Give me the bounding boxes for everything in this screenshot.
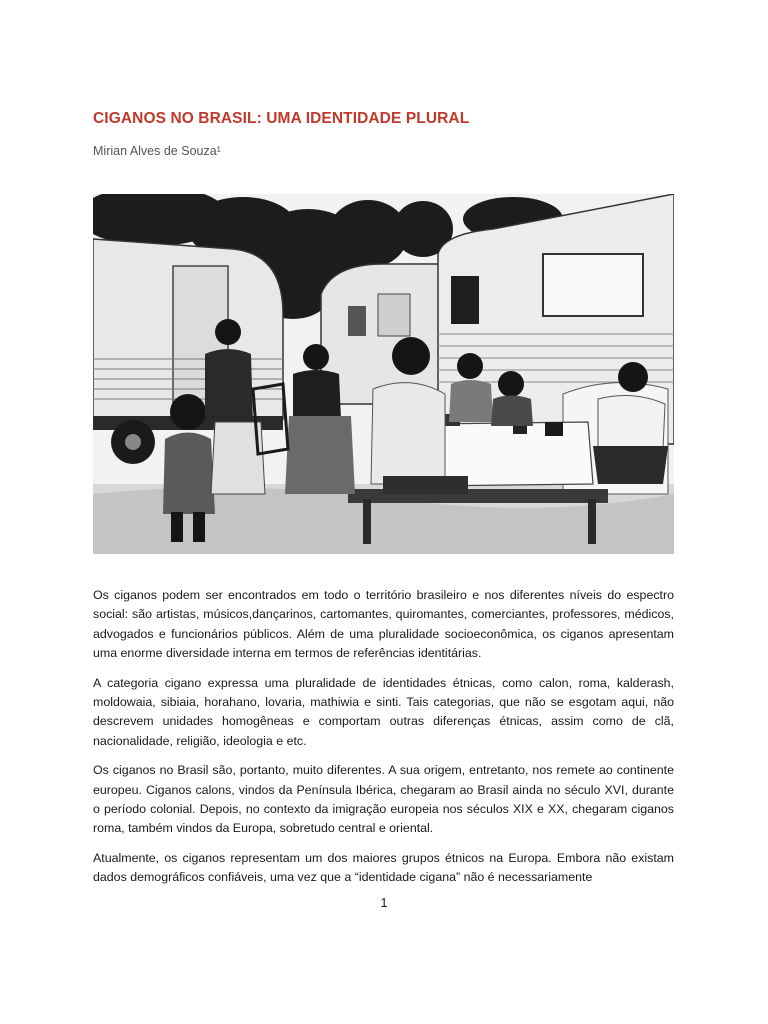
article-body: [93, 586, 674, 898]
camp-photo: [93, 194, 674, 554]
camp-photo-drawing: [93, 194, 674, 554]
paragraph-2: A categoria cigano expressa uma pluralidade de identidades étnicas, como calon, roma, kalderash, moldowaia, sibiaia, horahano, lovaria, mathiwia e sinti. Tais categorias, que não se esgotam aqui, não descrevem unidades homogêneas e comportam outras diferenças étnicas, assim como de clã, nacionalidade, religião, ideologia e etc.: [93, 675, 674, 748]
middle-caravan: [321, 264, 453, 404]
author-name: Mirian Alves de Souza¹: [93, 144, 221, 158]
paragraph-1: Os ciganos podem ser encontrados em todo o território brasileiro e nos diferentes níveis do espectro social: são artistas, músicos,dançarinos, cartomantes, quiromantes, comerciantes, professores, médicos, advogados e funcionários públicos. Além de uma pluralidade socioeconômica, os ciganos apresentam uma enorme diversidade interna em termos de referências identitárias.: [93, 588, 674, 661]
paragraph-3: Os ciganos no Brasil são, portanto, muito diferentes. A sua origem, entretanto, nos remete ao continente europeu. Ciganos calons, vindos da Península Ibérica, chegaram ao Brasil ainda no século XVI, durante o período colonial. Depois, no contexto da imigração europeia nos séculos XIX e XX, chegaram ciganos roma, também vindos da Europa, sobretudo central e oriental.: [93, 763, 674, 836]
page-number: 1: [380, 896, 388, 910]
paragraph-4: Atualmente, os ciganos representam um dos maiores grupos étnicos na Europa. Embora não existam dados demográficos confiáveis, uma vez que a “identidade cigana” não é necessariamente: [93, 850, 674, 885]
page-title: CIGANOS NO BRASIL: UMA IDENTIDADE PLURAL: [93, 110, 470, 127]
